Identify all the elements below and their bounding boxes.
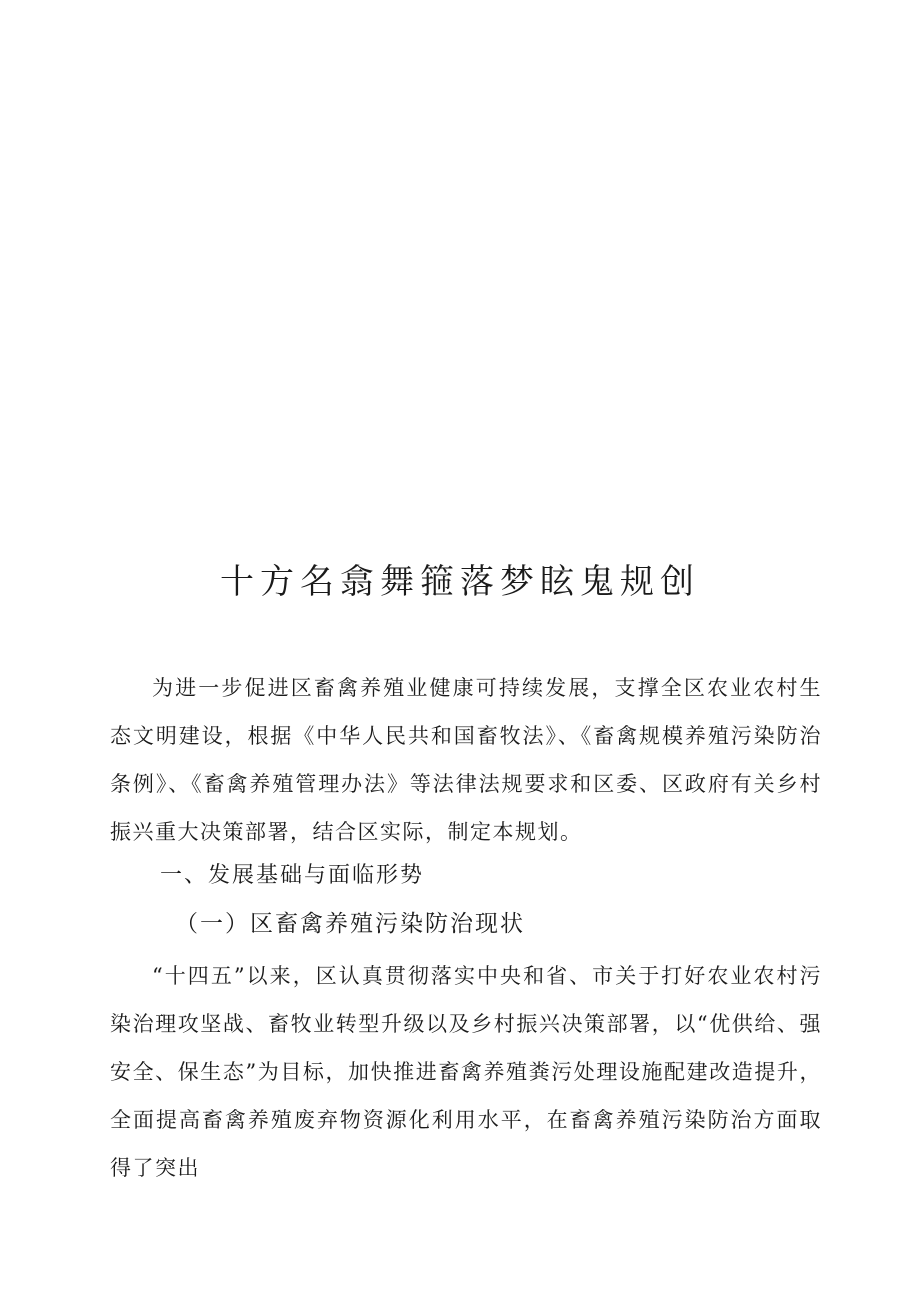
body-paragraph: “十四五”以来，区认真贯彻落实中央和省、市关于打好农业农村污染治理攻坚战、畜牧业转型升级以及乡村振兴决策部署，以“优供给、强安全、保生态”为目标，加快推进畜禽养殖粪污处理设施配建改造提升，全面提高畜禽养殖废弃物资源化利用水平，在畜禽养殖污染防治方面取得了突出	[110, 964, 822, 1180]
subsection-heading: （一）区畜禽养殖污染防治现状	[175, 911, 525, 937]
section-heading: 一、发展基础与面临形势	[160, 863, 425, 888]
document-title: 十方名翕舞箍落梦眩鬼规创	[220, 562, 700, 602]
intro-paragraph: 为进一步促进区畜禽养殖业健康可持续发展，支撑全区农业农村生态文明建设，根据《中华人民共和国畜牧法》、《畜禽规模养殖污染防治条例》、《畜禽养殖管理办法》等法律法规要求和区委、区政府有关乡村振兴重大决策部署，结合区实际，制定本规划。	[110, 676, 822, 844]
